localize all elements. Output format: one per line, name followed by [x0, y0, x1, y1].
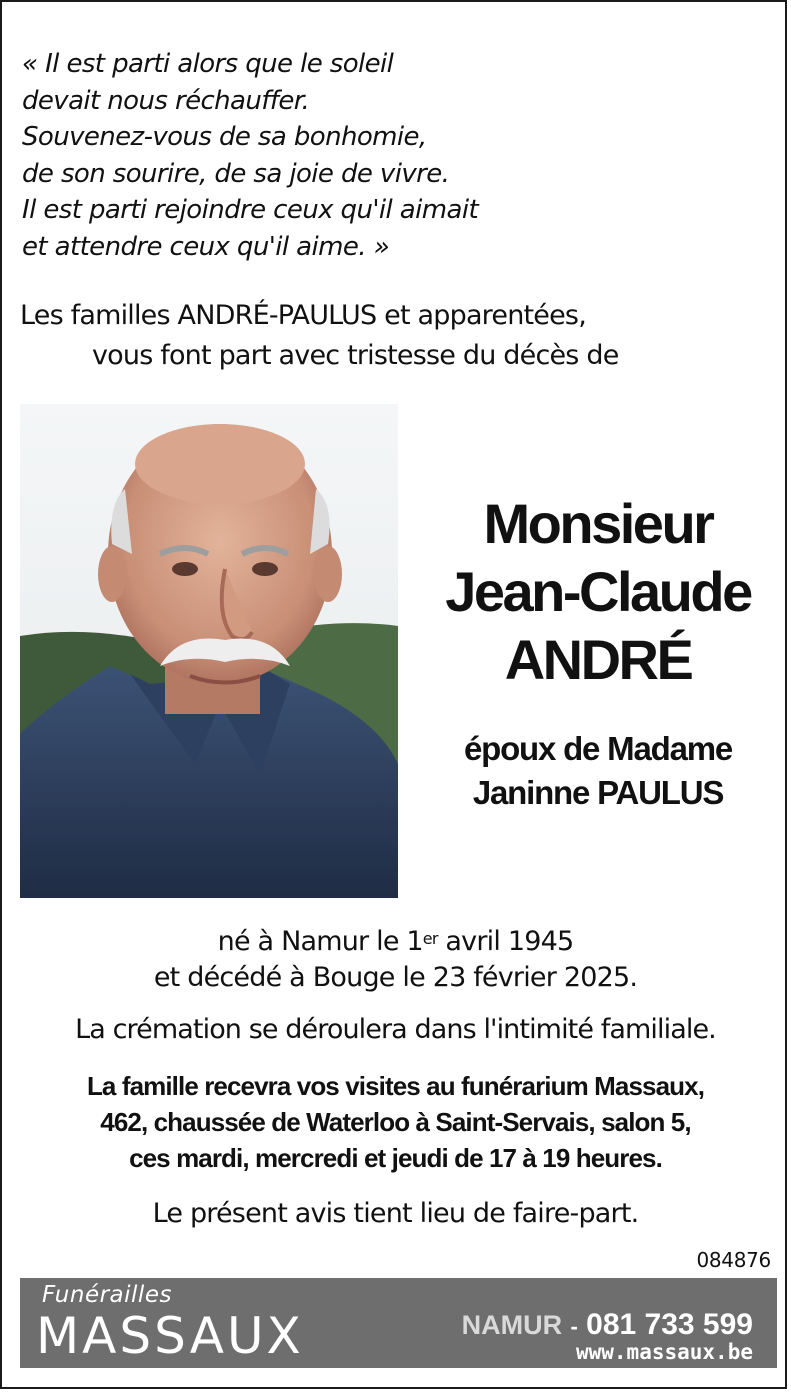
death-line: et décédé à Bouge le 23 février 2025.: [153, 962, 638, 993]
funeral-home-banner: [20, 1278, 777, 1368]
quote-line: « Il est parti alors que le soleil: [22, 49, 394, 79]
quote-line: et attendre ceux qu'il aime. »: [22, 231, 390, 262]
spouse-info: [412, 727, 784, 815]
portrait-image: [20, 404, 398, 898]
birth-suffix: avril 1945: [437, 926, 574, 957]
announcement-line-1: Les familles ANDRÉ-PAULUS et apparentées,: [20, 300, 586, 331]
spouse-line-1: époux de Madame: [463, 730, 733, 767]
first-name: Jean-Claude: [445, 560, 751, 623]
visit-line-2: 462, chaussée de Waterloo à Saint-Servais, salon 5,: [100, 1107, 691, 1137]
last-name: ANDRÉ: [504, 628, 692, 691]
title: Monsieur: [483, 492, 713, 555]
cremation-text: La crémation se déroulera dans l'intimité familiale.: [75, 1014, 716, 1045]
portrait-photo: [20, 404, 398, 898]
quote-line: devait nous réchauffer.: [22, 85, 310, 116]
contact-city: NAMUR: [461, 1310, 563, 1340]
visit-info: [2, 1068, 789, 1176]
phone-number: 081 733 599: [586, 1308, 753, 1341]
reference-number: 084876: [696, 1248, 771, 1272]
quote-line: Il est parti rejoindre ceux qu'il aimait: [22, 195, 479, 225]
notice-text: Le présent avis tient lieu de faire-part.: [152, 1198, 639, 1229]
visit-line-1: La famille recevra vos visites au funérarium Massaux,: [86, 1071, 705, 1101]
quote: [22, 46, 622, 265]
quote-line: de son sourire, de sa joie de vivre.: [22, 158, 450, 189]
quote-line: Souvenez-vous de sa bonhomie,: [22, 122, 427, 152]
contact-separator: -: [570, 1314, 578, 1339]
visit-line-3: ces mardi, mercredi et jeudi de 17 à 19 heures.: [129, 1143, 662, 1173]
website-link[interactable]: www.massaux.be: [575, 1340, 753, 1364]
announcement-line-2: vous font part avec tristesse du décès de: [92, 340, 619, 371]
birth-ordinal: er: [422, 929, 438, 948]
brand-logo: MASSAUX: [36, 1307, 304, 1365]
spouse-line-2: Janinne PAULUS: [472, 774, 724, 811]
dates: [2, 924, 789, 996]
birth-line: [2, 924, 789, 960]
brand-tagline: Funérailles: [42, 1282, 172, 1308]
family-announcement: [20, 296, 720, 376]
contact-phone: [462, 1308, 753, 1342]
birth-prefix: né à Namur le 1: [217, 926, 423, 957]
deceased-name: [412, 490, 784, 694]
